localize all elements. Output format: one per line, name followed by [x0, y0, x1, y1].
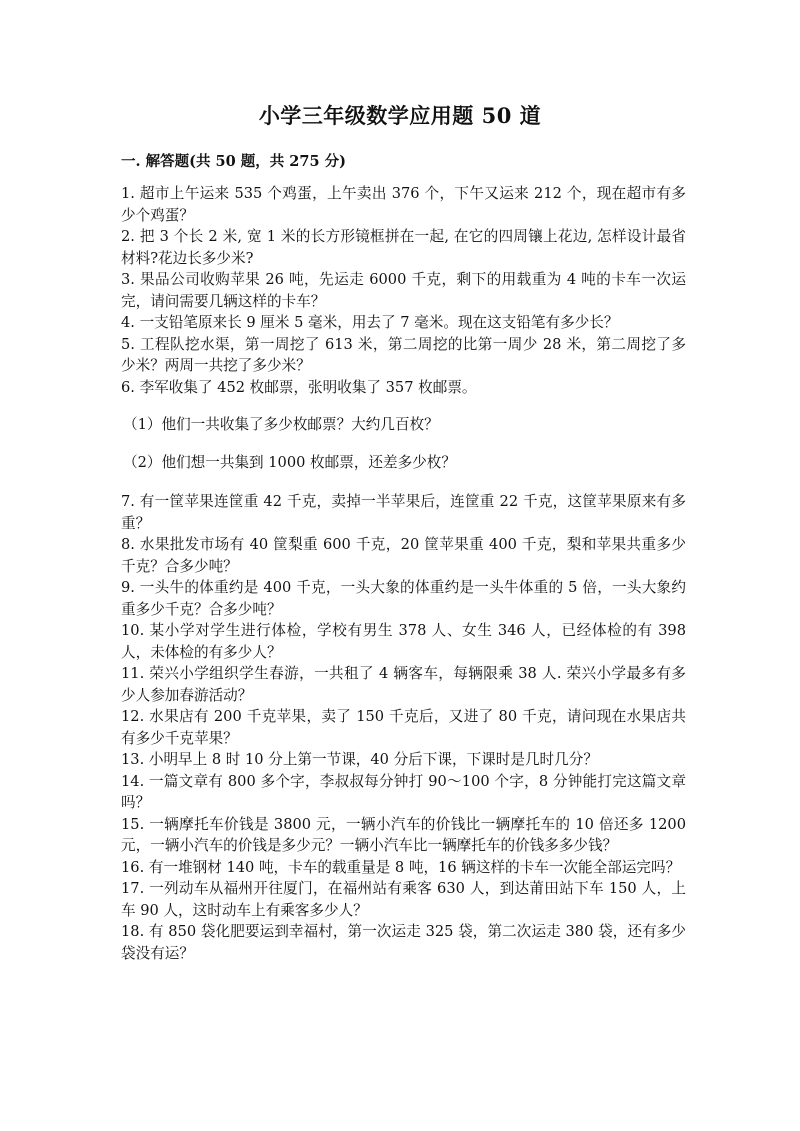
- question-11: 11. 荣兴小学组织学生春游，一共租了 4 辆客车，每辆限乘 38 人. 荣兴小学最多有多少人参加春游活动？: [121, 665, 686, 704]
- question-4: 4. 一支铅笔原来长 9 厘米 5 毫米，用去了 7 毫米。现在这支铅笔有多少长？: [121, 314, 619, 331]
- question-15: 15. 一辆摩托车价钱是 3800 元，一辆小汽车的价钱比一辆摩托车的 10 倍还多 1200 元，一辆小汽车的价钱是多少元？一辆小汽车比一辆摩托车的价钱多多少钱？: [121, 815, 686, 854]
- question-1: 1. 超市上午运来 535 个鸡蛋，上午卖出 376 个，下午又运来 212 个，现在超市有多少个鸡蛋？: [121, 185, 686, 224]
- question-8: 8. 水果批发市场有 40 筐梨重 600 千克，20 筐苹果重 400 千克，梨和苹果共重多少千克？合多少吨？: [121, 536, 686, 575]
- sub-question-6-2: （2）他们想一共集到 1000 枚邮票，还差多少枚？: [123, 453, 456, 471]
- question-10: 10. 某小学对学生进行体检，学校有男生 378 人、女生 346 人，已经体检的有 398 人，未体检的有多少人？: [121, 622, 686, 661]
- question-5: 5. 工程队挖水渠，第一周挖了 613 米，第二周挖的比第一周少 28 米，第二周挖了多少米？两周一共挖了多少米？: [121, 335, 686, 374]
- question-13: 13. 小明早上 8 时 10 分上第一节课，40 分后下课，下课时是几时几分？: [121, 751, 598, 768]
- question-3: 3. 果品公司收购苹果 26 吨，先运走 6000 千克，剩下的用载重为 4 吨的卡车一次运完，请问需要几辆这样的卡车？: [121, 271, 686, 310]
- question-18: 18. 有 850 袋化肥要运到幸福村，第一次运走 325 袋，第二次运走 380 袋，还有多少袋没有运？: [121, 923, 686, 962]
- question-16: 16. 有一堆钢材 140 吨，卡车的载重量是 8 吨，16 辆这样的卡车一次能全部运完吗？: [121, 858, 681, 876]
- question-6: 6. 李军收集了 452 枚邮票，张明收集了 357 枚邮票。: [121, 378, 477, 396]
- question-12: 12. 水果店有 200 千克苹果，卖了 150 千克后，又进了 80 千克，请问现在水果店共有多少千克苹果？: [121, 708, 686, 747]
- page-title: 小学三年级数学应用题 50 道: [258, 103, 542, 128]
- question-2: 2. 把 3 个长 2 米, 宽 1 米的长方形镜框拼在一起, 在它的四周镶上花边, 怎样设计最省材料?花边长多少米?: [121, 228, 686, 267]
- question-list: [121, 183, 686, 964]
- question-9: 9. 一头牛的体重约是 400 千克，一头大象的体重约是一头牛体重的 5 倍，一头大象约重多少千克？合多少吨？: [121, 579, 686, 618]
- question-14: 14. 一篇文章有 800 多个字，李叔叔每分钟打 90～100 个字，8 分钟能打完这篇文章吗？: [121, 772, 686, 811]
- question-7: 7. 有一筐苹果连筐重 42 千克，卖掉一半苹果后，连筐重 22 千克，这筐苹果原来有多重？: [121, 493, 686, 532]
- section-heading: 一. 解答题(共 50 题，共 275 分): [121, 153, 346, 170]
- sub-question-6-1: （1）他们一共收集了多少枚邮票？大约几百枚？: [123, 416, 439, 433]
- question-17: 17. 一列动车从福州开往厦门，在福州站有乘客 630 人，到达莆田站下车 150 人，上车 90 人，这时动车上有乘客多少人？: [121, 880, 686, 919]
